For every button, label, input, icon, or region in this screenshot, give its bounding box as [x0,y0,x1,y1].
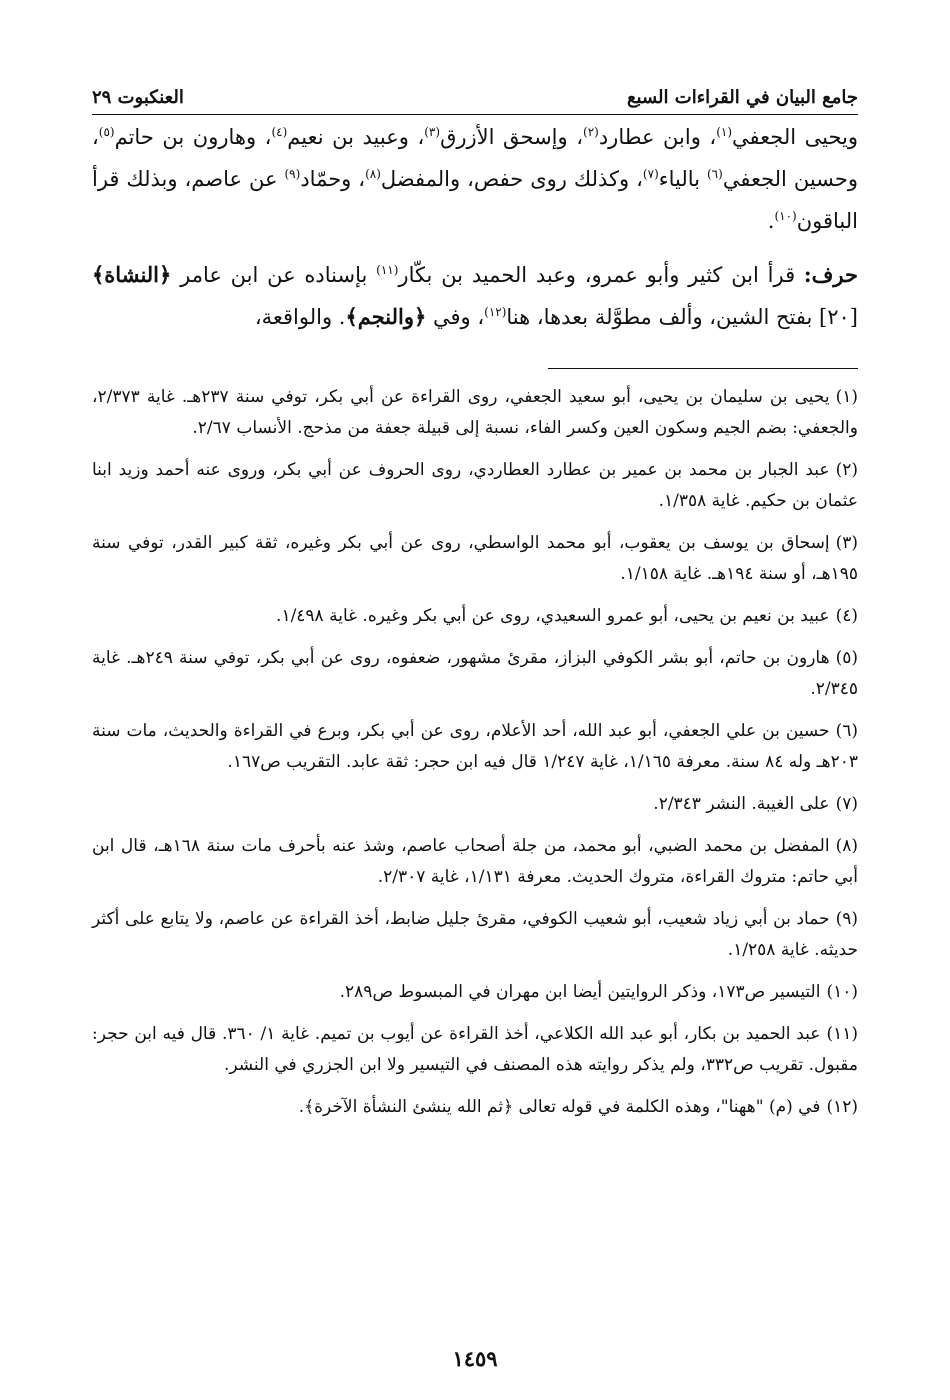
footnote-number: (٦) [835,721,858,741]
footnote [92,904,858,966]
footnote-text: حماد بن أبي زياد شعيب، أبو شعيب الكوفي، مقرئ جليل ضابط، أخذ القراءة عن عاصم، ولا يتابع على أكثر حديثه. غاية ١/٢٥٨. [92,909,858,960]
running-header [92,68,858,115]
footnote-ref[interactable]: (٨) [365,167,381,181]
footnote-text: على الغيبة. النشر ٢/٣٤٣. [653,794,830,814]
footnote-text: عبد الجبار بن محمد بن عمير بن عطارد العطاردي، روى الحروف عن أبي بكر، وروى عنه أحمد وزيد ابنا عثمان بن حكيم. غاية ١/٣٥٨. [92,460,858,511]
header-book-title: جامع البيان في القراءات السبع [626,87,858,108]
footnote-number: (٥) [835,648,858,668]
text-run: ، وهارون بن حاتم [114,125,272,149]
footnote-number: (١١) [826,1024,858,1044]
footnote-number: (٣) [835,533,858,553]
quran-word: ﴿والنجم﴾ [345,304,427,329]
footnote-text: عبيد بن نعيم بن يحيى، أبو عمرو السعيدي، روى عن أبي بكر وغيره. غاية ١/٤٩٨. [276,606,830,626]
footnote-ref[interactable]: (١٢) [484,305,507,319]
text-run: ، وحسين الجعفي [92,125,859,191]
text-run: ويحيى الجعفي [732,125,859,149]
text-run: بالياء [658,167,707,191]
footnote-number: (١) [835,387,859,407]
text-run: ، وابن عطارد [598,125,717,149]
footnote [92,977,858,1008]
footnote-text: في (م) "ههنا"، وهذه الكلمة في قوله تعالى ﴿ثم الله ينشئ النشأة الآخرة﴾. [298,1097,821,1117]
footnote [92,789,858,820]
footnote-ref[interactable]: (٦) [706,167,723,181]
footnote [92,382,858,444]
footnote [92,643,858,705]
section-label: حرف: [803,262,858,287]
main-text [92,116,858,350]
footnote-ref[interactable]: (٧) [642,167,659,181]
paragraph-2 [92,254,858,338]
footnote-number: (٨) [835,836,858,856]
page-number: ١٤٥٩ [452,1346,498,1371]
footnote [92,831,858,893]
text-run: [٢٠] بفتح الشين، وألف مطوَّلة بعدها، هنا [506,305,858,329]
footnote-number: (٩) [835,909,858,929]
text-run: ، وإسحق الأزرق [440,125,583,149]
footnote [92,455,858,517]
footnote-ref[interactable]: (٣) [424,125,441,139]
footnote [92,716,858,778]
footnote-ref[interactable]: (٩) [284,167,301,181]
footnote-number: (٤) [835,606,858,626]
footnote-number: (١٢) [826,1097,858,1117]
footnote-text: هارون بن حاتم، أبو بشر الكوفي البزاز، مقرئ مشهور، ضعفوه، روى عن أبي بكر، توفي سنة ٢٤٩هـ. غاية ٢/٣٤٥. [92,648,858,699]
text-run: ، وكذلك روى حفص، والمفضل [380,167,643,191]
footnote-text: حسين بن علي الجعفي، أبو عبد الله، أحد الأعلام، روى عن أبي بكر، وبرع في القراءة والحديث، مات سنة ٢٠٣هـ وله ٨٤ سنة. معرفة ١/١٦٥، غاية ١/٢٤٧ قال فيه ابن حجر: ثقة عابد. التقريب ص١٦٧. [92,721,858,772]
header-surah: العنكبوت ٢٩ [92,87,184,108]
footnote-number: (٧) [835,794,858,814]
footnote-text: يحيى بن سليمان بن يحيى، أبو سعيد الجعفي، روى القراءة عن أبي بكر، توفي سنة ٢٣٧هـ. غاية ٢/٣٧٣، والجعفي: بضم الجيم وسكون العين وكسر الفاء، نسبة إلى قبيلة جعفة من مذحج. الأنساب ٢/٦٧. [92,387,858,438]
quran-word: ﴿النشاة﴾ [92,262,172,287]
text-run: . [767,209,775,233]
footnote-ref[interactable]: (٤) [271,125,288,139]
text-run: بإسناده عن ابن عامر [171,263,377,287]
text-run: قرأ ابن كثير وأبو عمرو، وعبد الحميد بن بكّار [398,263,804,287]
footnote-ref[interactable]: (٢) [583,125,599,139]
footnote-separator [548,368,858,369]
footnote-number: (٢) [835,460,858,480]
footnote-ref[interactable]: (٥) [98,125,115,139]
footnote-text: إسحاق بن يوسف بن يعقوب، أبو محمد الواسطي، روى عن أبي بكر وغيره، ثقة كبير القدر، توفي سنة ١٩٥هـ، أو سنة ١٩٤هـ. غاية ١/١٥٨. [92,533,858,584]
footnote-text: عبد الحميد بن بكار، أبو عبد الله الكلاعي، أخذ القراءة عن أيوب بن تميم. غاية ١/ ٣٦٠. قال فيه ابن حجر: مقبول. تقريب ص٣٣٢، ولم يذكر روايته هذه المصنف في التيسير ولا ابن الجزري في النشر. [92,1024,858,1075]
text-run: ، وعبيد بن نعيم [287,125,425,149]
footnote-ref[interactable]: (١٠) [774,209,797,223]
text-run: عن عاصم، وبذلك قرأ الباقون [92,167,858,233]
footnote-text: المفضل بن محمد الضبي، أبو محمد، من جلة أصحاب عاصم، وشذ عنه بأحرف مات سنة ١٦٨هـ، قال ابن أبي حاتم: متروك القراءة، متروك الحديث. معرفة ١/١٣١، غاية ٢/٣٠٧. [92,836,858,887]
paragraph-1 [92,116,858,242]
footnote [92,601,858,632]
footnote [92,1019,858,1081]
footnote-ref[interactable]: (١١) [376,263,399,277]
text-run: ، وفي [426,305,485,329]
footnote-number: (١٠) [826,982,858,1002]
text-run: . والواقعة، [254,305,346,329]
footnote-ref[interactable]: (١) [716,125,733,139]
footnote [92,1092,858,1123]
footnote-text: التيسير ص١٧٣، وذكر الروايتين أيضا ابن مهران في المبسوط ص٢٨٩. [339,982,821,1002]
text-run: ، وحمّاد [300,167,366,191]
footnote [92,528,858,590]
footnotes [92,382,858,1134]
